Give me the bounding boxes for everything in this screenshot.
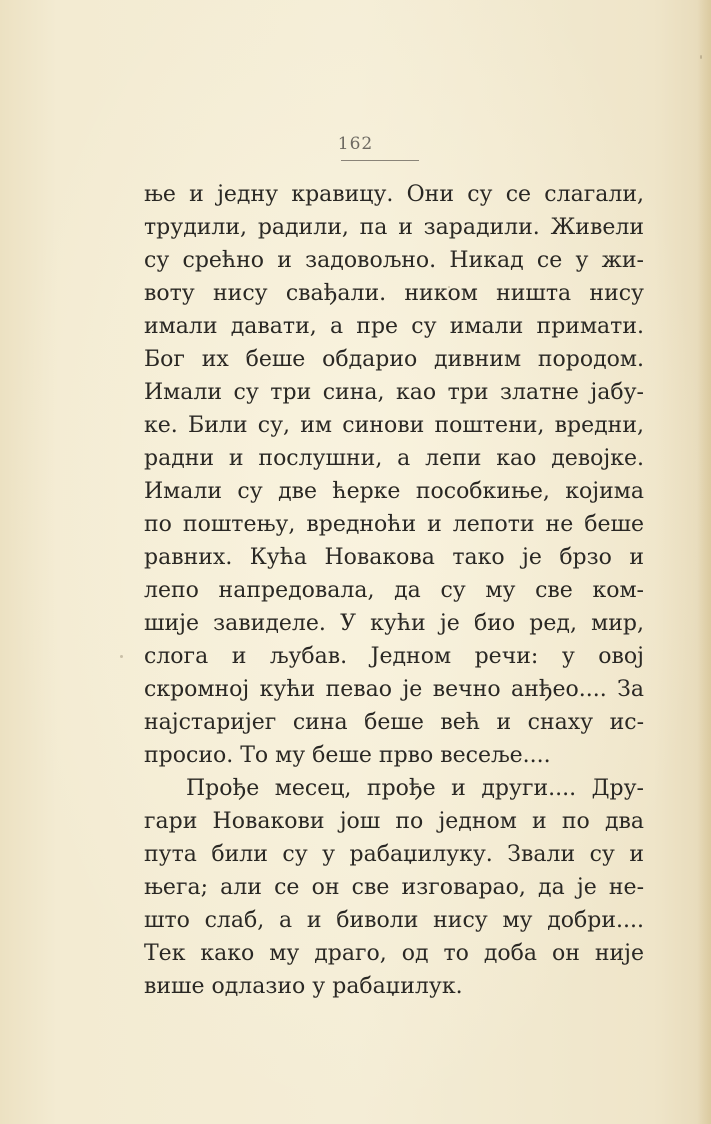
text-line: радни и послушни, а лепи као девојке. [144,446,644,471]
page-edge-shadow [697,0,711,1124]
text-line: шије завиделе. У кући је био ред, мир, [144,611,644,636]
text-line: Прође месец, прође и други.... Дру- [186,776,644,801]
text-line: најстаријег сина беше већ и снаху ис- [144,710,644,735]
body-text [144,178,644,1003]
text-line: воту нису свађали. ником ништа нису [144,281,644,306]
page-number-rule [341,160,419,161]
text-line: Бог их беше обдарио дивним породом. [144,347,644,372]
text-line: Имали су три сина, као три златне јабу- [144,380,644,405]
text-line: њега; али се он све изговарао, да је не- [144,875,644,900]
text-line: пута били су у рабаџилуку. Звали су и [144,842,644,867]
text-line: Тек како му драго, од то доба он није [144,941,644,966]
text-line: по поштењу, вредноћи и лепоти не беше [144,512,644,537]
page-number: 162 [337,134,374,154]
text-line: Имали су две ћерке пособкиње, којима [144,479,644,504]
text-line: што слаб, а и биволи нису му добри.... [144,908,644,933]
text-line: скромној кући певао је вечно анђео.... За [144,677,644,702]
text-line: гари Новакови још по једном и по два [144,809,644,834]
text-line: ке. Били су, им синови поштени, вредни, [144,413,644,438]
paper-speck [448,286,450,288]
text-line: трудили, радили, па и зарадили. Живели [144,215,644,240]
text-line: више одлазио у рабаџилук. [144,974,463,999]
text-line: су срећно и задовољно. Никад се у жи- [144,248,644,273]
text-line: лепо напредовала, да су му све ком- [144,578,644,603]
text-line: имали давати, а пре су имали примати. [144,314,644,339]
text-line: ње и једну кравицу. Они су се слагали, [144,182,644,207]
paper-speck [700,55,702,59]
text-line: равних. Кућа Новакова тако је брзо и [144,545,644,570]
text-line: слога и љубав. Једном речи: у овој [144,644,644,669]
text-line: просио. То му беше прво весеље.... [144,743,551,768]
paper-speck [120,655,123,658]
